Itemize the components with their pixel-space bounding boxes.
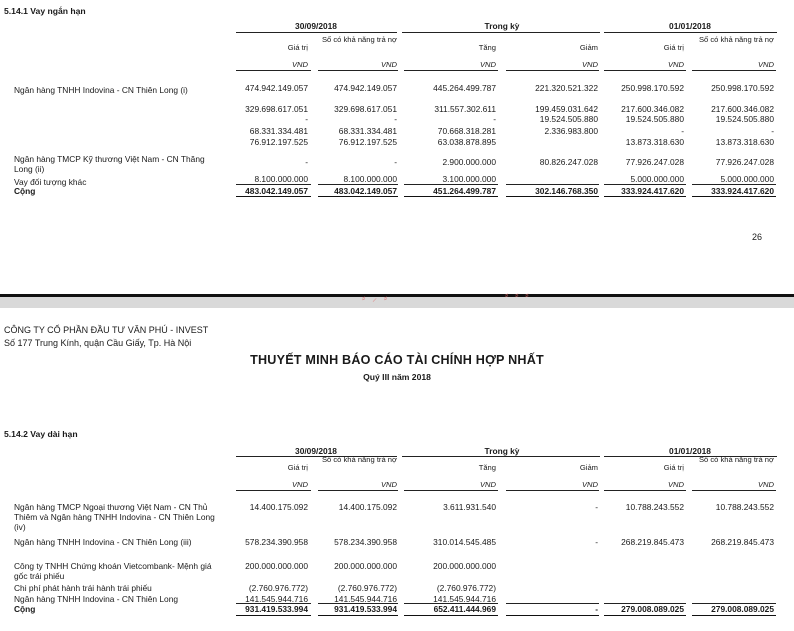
table-cell: - [305,114,308,124]
row-label: Ngân hàng TNHH Indovina - CN Thiên Long [14,594,179,604]
table-cell: 221.320.521.322 [535,83,598,93]
table-cell: 578.234.390.958 [245,537,308,547]
period-header: Trong kỳ [484,21,520,31]
table-cell: 77.926.247.028 [625,157,684,167]
table-cell: 5.000.000.000 [720,174,774,184]
section-title-long-term: 5.14.2 Vay dài hạn [4,429,78,439]
table-cell: 474.942.149.057 [245,83,308,93]
total-label: Cộng [14,604,36,614]
total-value: 483.042.149.057 [334,186,397,196]
table-cell: 68.331.334.481 [249,126,308,136]
table-cell: 80.826.247.028 [539,157,598,167]
row-label: Chi phí phát hành trái hành trái phiếu [14,583,152,593]
table-cell: 200.000.000.000 [245,561,308,571]
table-cell: 250.998.170.592 [711,83,774,93]
table-cell: 13.873.318.630 [715,137,774,147]
total-value: 652.411.444.969 [433,604,496,614]
row-label: Ngân hàng TMCP Kỹ thương Việt Nam - CN Thăng Long (ii) [14,154,205,174]
table-cell: 578.234.390.958 [334,537,397,547]
table-cell: 14.400.175.092 [249,502,308,512]
row-label: Công ty TNHH Chứng khoán Vietcombank- Mệnh giá gốc trái phiếu [14,561,212,581]
period-header: 01/01/2018 [669,446,711,456]
page-subtitle: Quý III năm 2018 [363,372,431,382]
table-cell: 5.000.000.000 [630,174,684,184]
table-cell: 141.545.944.716 [334,594,397,604]
stamp-mark: ⸗ ⸝ ⸗ [362,293,390,304]
table-cell: 8.100.000.000 [254,174,308,184]
company-name: CÔNG TY CỔ PHẦN ĐẦU TƯ VĂN PHÚ - INVEST [4,325,209,335]
table-cell: 19.524.505.880 [715,114,774,124]
table-cell: - [595,502,598,512]
table-cell: 268.219.845.473 [711,537,774,547]
table-cell: 14.400.175.092 [338,502,397,512]
table-cell: 3.100.000.000 [442,174,496,184]
table-cell: (2.760.976.772) [248,583,308,593]
period-header: 30/09/2018 [295,446,337,456]
table-cell: (2.760.976.772) [436,583,496,593]
table-cell: - [394,114,397,124]
column-header: Giá trị [663,43,684,52]
total-value: - [595,604,598,614]
unit-label: VND [380,60,397,69]
row-label: Vay đối tượng khác [14,177,87,187]
table-cell: 141.545.944.716 [245,594,308,604]
table-cell: - [681,126,684,136]
table-cell: 329.698.617.051 [245,104,308,114]
table-cell: 70.668.318.281 [437,126,496,136]
table-cell: (2.760.976.772) [337,583,397,593]
row-label: Ngân hàng TNHH Indovina - CN Thiên Long (i) [14,85,188,95]
unit-label: VND [291,480,308,489]
column-header: Số có khả năng trả nợ [321,35,397,44]
total-value: 451.264.499.787 [433,186,496,196]
column-header: Tăng [478,463,496,472]
unit-label: VND [581,60,598,69]
table-cell: 19.524.505.880 [625,114,684,124]
stamp-mark: ⸗ ⸗ ⸗ [505,290,531,301]
total-value: 483.042.149.057 [245,186,308,196]
page-number: 26 [752,232,763,242]
table-cell: 474.942.149.057 [334,83,397,93]
table-cell: - [394,157,397,167]
section-title-short-term: 5.14.1 Vay ngắn hạn [4,6,86,16]
table-cell: 76.912.197.525 [249,137,308,147]
table-cell: 10.788.243.552 [715,502,774,512]
table-cell: 8.100.000.000 [343,174,397,184]
table-cell: 329.698.617.051 [334,104,397,114]
table-cell: 3.611.931.540 [443,502,496,512]
period-header: Trong kỳ [484,446,520,456]
column-header: Giảm [579,463,598,472]
table-cell: 268.219.845.473 [621,537,684,547]
table-cell: 199.459.031.642 [535,104,598,114]
unit-label: VND [667,60,684,69]
table-cell: 310.014.545.485 [433,537,496,547]
table-cell: 10.788.243.552 [625,502,684,512]
table-cell: 19.524.505.880 [539,114,598,124]
unit-label: VND [479,480,496,489]
unit-label: VND [667,480,684,489]
unit-label: VND [581,480,598,489]
table-cell: 68.331.334.481 [338,126,397,136]
row-label: Ngân hàng TNHH Indovina - CN Thiên Long (iii) [14,537,192,547]
page-break-edge [0,294,794,297]
column-header: Giá trị [287,43,308,52]
unit-label: VND [479,60,496,69]
column-header: Giá trị [663,463,684,472]
column-header: Tăng [478,43,496,52]
total-label: Cộng [14,186,36,196]
table-cell: - [595,537,598,547]
row-label: Ngân hàng TMCP Ngoại thương Việt Nam - CN Thủ Thiêm và Ngân hàng TNHH Indovina - CN Thiên Long (iv) [14,502,215,532]
column-header: Giá trị [287,463,308,472]
table-cell: 2.900.000.000 [442,157,496,167]
unit-label: VND [757,480,774,489]
table-cell: 141.545.944.716 [433,594,496,604]
table-cell: 250.998.170.592 [621,83,684,93]
table-cell: 445.264.499.787 [433,83,496,93]
unit-label: VND [291,60,308,69]
period-header: 30/09/2018 [295,21,337,31]
unit-label: VND [757,60,774,69]
total-value: 333.924.417.620 [711,186,774,196]
total-value: 302.146.768.350 [535,186,598,196]
total-value: 931.419.533.994 [334,604,397,614]
total-value: 279.008.089.025 [621,604,684,614]
table-cell: 200.000.000.000 [433,561,496,571]
column-header: Giảm [579,43,598,52]
unit-label: VND [380,480,397,489]
table-cell: 77.926.247.028 [715,157,774,167]
table-cell: 217.600.346.082 [711,104,774,114]
company-address: Số 177 Trung Kính, quận Cầu Giấy, Tp. Hà Nội [4,338,192,348]
table-cell: 200.000.000.000 [334,561,397,571]
table-cell: - [493,114,496,124]
page-title: THUYẾT MINH BÁO CÁO TÀI CHÍNH HỢP NHẤT [250,353,544,367]
column-header: Số có khả năng trả nợ [321,455,397,464]
table-cell: 13.873.318.630 [625,137,684,147]
column-header: Số có khả năng trả nợ [698,455,774,464]
table-cell: 63.038.878.895 [437,137,496,147]
column-header: Số có khả năng trả nợ [698,35,774,44]
table-cell: - [305,157,308,167]
table-cell: 217.600.346.082 [621,104,684,114]
total-value: 279.008.089.025 [711,604,774,614]
table-cell: - [771,126,774,136]
table-cell: 2.336.983.800 [544,126,598,136]
total-value: 333.924.417.620 [621,186,684,196]
total-value: 931.419.533.994 [245,604,308,614]
table-cell: 311.557.302.611 [434,104,496,114]
period-header: 01/01/2018 [669,21,711,31]
table-cell: 76.912.197.525 [338,137,397,147]
